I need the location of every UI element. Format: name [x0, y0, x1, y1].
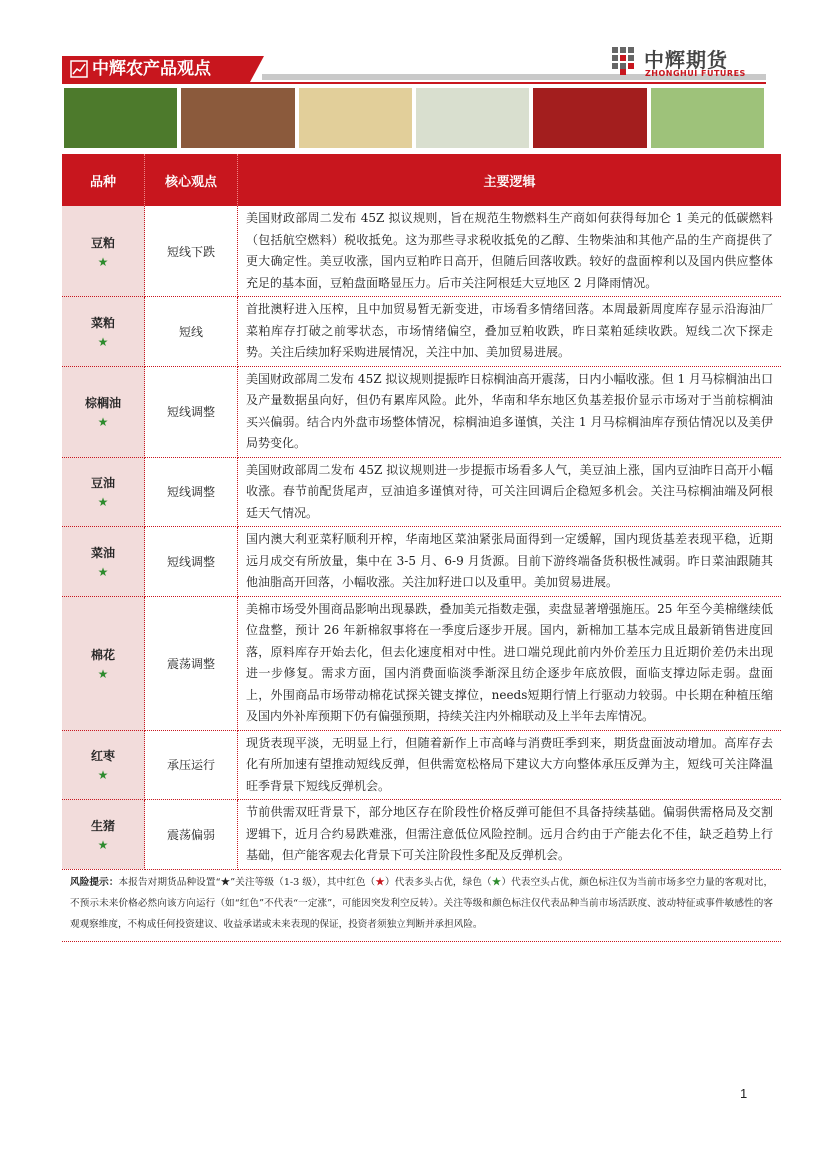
jujube-photo [533, 88, 646, 148]
soymeal-plant-photo [64, 88, 177, 148]
title-underline [62, 82, 766, 84]
variety-cell [62, 730, 145, 800]
report-title: 中辉农产品观点 [92, 59, 211, 79]
table-row [62, 206, 781, 297]
grain-photo [299, 88, 412, 148]
report-title-bar [62, 56, 250, 82]
table-header-row [62, 154, 781, 206]
green-star-icon: ★ [97, 415, 109, 429]
core-view: 震荡偏弱 [145, 800, 238, 870]
table-row [62, 800, 781, 870]
variety-name: 豆油 [90, 476, 115, 491]
header-view: 核心观点 [145, 154, 238, 206]
logo-subtitle: ZHONGHUI FUTURES [645, 69, 746, 78]
table-row [62, 297, 781, 367]
main-logic: 现货表现平淡，无明显上行，但随着新作上市高峰与消费旺季到来，期货盘面波动增加。高库存去化有所加速有望推动短线反弹，但供需宽松格局下建议大方向整体承压反弹为主，短线可关注降温旺季背景下短线反弹机会。 [238, 730, 782, 800]
green-star-icon: ★ [97, 837, 109, 852]
table-row [62, 527, 781, 597]
views-table [62, 154, 781, 870]
logo-mark-icon [612, 47, 640, 75]
cotton-photo [416, 88, 529, 148]
green-star-icon: ★ [97, 564, 109, 579]
variety-name: 豆粕 [90, 235, 115, 250]
variety-cell [62, 206, 145, 297]
variety-cell [62, 457, 145, 527]
rapeseed-photo [181, 88, 294, 148]
core-view: 短线调整 [145, 366, 238, 457]
variety-cell [62, 366, 145, 457]
table-row [62, 366, 781, 457]
green-star-icon: ★ [97, 768, 109, 783]
core-view: 承压运行 [145, 730, 238, 800]
variety-name: 菜油 [90, 545, 115, 560]
variety-name: 红枣 [90, 749, 115, 764]
green-star-icon: ★ [97, 254, 109, 269]
chart-icon [70, 60, 88, 78]
green-star-icon: ★ [491, 877, 502, 888]
main-logic: 美国财政部周二发布 45Z 拟议规则提振昨日棕榈油高开震荡，日内小幅收涨。但 1 月马棕榈油出口及产量数据虽向好，但仍有累库风险。此外，华南和华东地区负基差报价显示市场对于当前棕榈油买兴偏弱。结合内外盘市场整体情况，棕榈油追多谨慎，关注 1 月马棕榈油库存预估情况以及美伊局势变化。 [238, 366, 782, 457]
logo-name: 中辉期货 [644, 48, 728, 72]
red-star-icon: ★ [375, 877, 385, 888]
risk-text-c: ）代表空头占优，颜色标注仅为当前市场多空力量的客观对比，不预示未来价格必然向该方向运行（如“红色”不代表“一定涨”，可能因突发利空反转）。关注等级和颜色标注仅代表品种当前市场活跃度、波动特征或事件敏感性的客观观察维度，不构成任何投资建议、收益承诺或未来表现的保证，投资者须独立判断并承担风险。 [70, 877, 774, 930]
core-view: 短线 [145, 297, 238, 367]
company-logo [612, 44, 772, 80]
risk-label: 风险提示： [70, 877, 119, 888]
variety-name: 棕榈油 [84, 396, 121, 410]
main-logic: 国内澳大利亚菜籽顺利开榨，华南地区菜油紧张局面得到一定缓解，国内现货基差表现平稳，近期远月成交有所放量，集中在 3-5 月、6-9 月货源。目前下游终端备货积极性减弱。昨日菜油跟随其他油脂高开回落，小幅收涨。关注加籽进口以及重甲。美加贸易进展。 [238, 527, 782, 597]
variety-name: 棉花 [90, 647, 115, 662]
pig-photo [651, 88, 764, 148]
variety-cell [62, 297, 145, 367]
table-row [62, 730, 781, 800]
main-logic: 美国财政部周二发布 45Z 拟议规则，旨在规范生物燃料生产商如何获得每加仑 1 美元的低碳燃料（包括航空燃料）税收抵免。这为那些寻求税收抵免的乙醇、生物柴油和其他产品的生产商提供了更大确定性。美豆收涨，国内豆粕昨日高开，但随后回落收跌。较好的盘面榨利以及国内供应整体充足的基本面，豆粕盘面略显压力。后市关注阿根廷大豆地区 2 月降雨情况。 [238, 206, 782, 297]
risk-text-b: ）代表多头占优，绿色（ [384, 877, 492, 888]
header-variety: 品种 [62, 154, 145, 206]
main-logic: 节前供需双旺背景下，部分地区存在阶段性价格反弹可能但不具备持续基础。偏弱供需格局及交割逻辑下，近月合约易跌难涨，但需注意低位风险控制。远月合约由于产能去化不佳，缺乏趋势上行基础，但产能客观去化背景下可关注阶段性多配及反弹机会。 [238, 800, 782, 870]
header-logic: 主要逻辑 [238, 154, 782, 206]
photo-strip [64, 88, 764, 148]
variety-cell [62, 800, 145, 870]
variety-cell [62, 527, 145, 597]
main-logic: 美国财政部周二发布 45Z 拟议规则进一步提振市场看多人气，美豆油上涨，国内豆油昨日高开小幅收涨。春节前配货尾声，豆油追多谨慎对待，可关注回调后企稳短多机会。关注马棕榈油端及阿根廷天气情况。 [238, 457, 782, 527]
variety-cell [62, 596, 145, 730]
risk-text-a: 本报告对期货品种设置“★”关注等级（1-3 级），其中红色（ [118, 877, 376, 888]
core-view: 短线下跌 [145, 206, 238, 297]
green-star-icon: ★ [97, 334, 109, 349]
main-logic: 首批澳籽进入压榨，且中加贸易暂无新变进，市场看多情绪回落。本周最新周度库存显示沿海油厂菜粕库存打破之前零状态，市场情绪偏空，叠加豆粕收跌，昨日菜粕延续收跌。短线二次下探走势。关注后续加籽采购进展情况，关注中加、美加贸易进展。 [238, 297, 782, 367]
main-logic: 美棉市场受外围商品影响出现暴跌，叠加美元指数走强，卖盘显著增强施压。25 年至今美棉继续低位盘整，预计 26 年新棉叙事将在一季度后逐步开展。国内，新棉加工基本完成且最新销售进度回落，原料库存开始去化，但去化速度相对中性。进口端兑现此前内外价差压力且近期价差仍未出现进一步修复。需求方面，国内消费面临淡季渐深且纺企逐步年底放假，面临支撑边际走弱。盘面上，外围商品市场带动棉花试探关键支撑位，needs短期行情上行驱动力较弱。中长期在种植压缩及国内外补库预期下仍有偏强预期，持续关注内外棉联动及上半年去库情况。 [238, 596, 782, 730]
core-view: 短线调整 [145, 527, 238, 597]
green-star-icon: ★ [97, 495, 109, 510]
risk-disclaimer [62, 870, 781, 942]
core-view: 短线调整 [145, 457, 238, 527]
report-header [62, 44, 766, 86]
table-row [62, 596, 781, 730]
core-view: 震荡调整 [145, 596, 238, 730]
green-star-icon: ★ [97, 666, 109, 681]
table-row [62, 457, 781, 527]
variety-name: 生猪 [90, 818, 115, 833]
variety-name: 菜粕 [90, 315, 115, 330]
page-number: 1 [740, 1086, 748, 1101]
